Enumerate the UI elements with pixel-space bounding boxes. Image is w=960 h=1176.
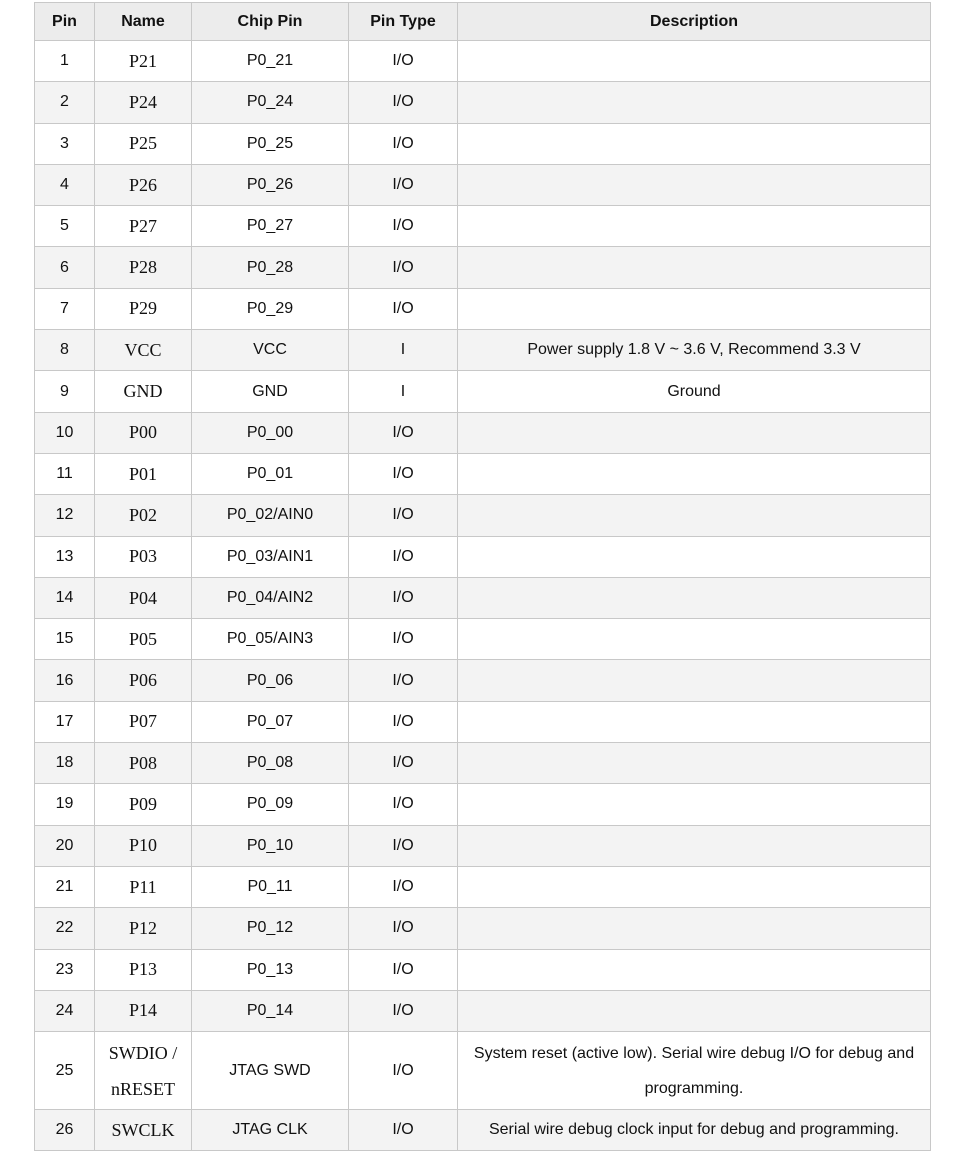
description-cell bbox=[458, 825, 931, 866]
pin-cell: 6 bbox=[35, 247, 95, 288]
table-row bbox=[35, 495, 931, 536]
table-row bbox=[35, 701, 931, 742]
name-cell: P00 bbox=[95, 412, 192, 453]
table-row bbox=[35, 247, 931, 288]
pin-type-cell: I/O bbox=[349, 288, 458, 329]
name-cell: P09 bbox=[95, 784, 192, 825]
chip-pin-cell: VCC bbox=[192, 330, 349, 371]
pin-type-cell: I/O bbox=[349, 784, 458, 825]
description-cell bbox=[458, 41, 931, 82]
chip-pin-cell: P0_13 bbox=[192, 949, 349, 990]
pin-cell: 12 bbox=[35, 495, 95, 536]
table-row bbox=[35, 330, 931, 371]
table-row bbox=[35, 164, 931, 205]
name-cell: P29 bbox=[95, 288, 192, 329]
pin-type-cell: I/O bbox=[349, 908, 458, 949]
name-cell: P11 bbox=[95, 866, 192, 907]
chip-pin-cell: JTAG SWD bbox=[192, 1032, 349, 1110]
pin-cell: 24 bbox=[35, 990, 95, 1031]
name-cell: SWDIO / nRESET bbox=[95, 1032, 192, 1110]
chip-pin-cell: GND bbox=[192, 371, 349, 412]
table-header-row bbox=[35, 3, 931, 41]
chip-pin-cell: P0_00 bbox=[192, 412, 349, 453]
table-row bbox=[35, 784, 931, 825]
pin-cell: 15 bbox=[35, 619, 95, 660]
description-cell bbox=[458, 288, 931, 329]
pin-cell: 9 bbox=[35, 371, 95, 412]
pin-cell: 5 bbox=[35, 206, 95, 247]
header-pin-type: Pin Type bbox=[349, 3, 458, 41]
name-cell: P12 bbox=[95, 908, 192, 949]
name-cell: GND bbox=[95, 371, 192, 412]
chip-pin-cell: P0_03/AIN1 bbox=[192, 536, 349, 577]
table-row bbox=[35, 371, 931, 412]
chip-pin-cell: P0_08 bbox=[192, 743, 349, 784]
name-cell: P05 bbox=[95, 619, 192, 660]
table-row bbox=[35, 577, 931, 618]
chip-pin-cell: P0_09 bbox=[192, 784, 349, 825]
description-cell: System reset (active low). Serial wire debug I/O for debug and programming. bbox=[458, 1032, 931, 1110]
pin-type-cell: I bbox=[349, 330, 458, 371]
description-cell bbox=[458, 247, 931, 288]
chip-pin-cell: P0_10 bbox=[192, 825, 349, 866]
table-row bbox=[35, 908, 931, 949]
description-cell bbox=[458, 495, 931, 536]
name-cell: P14 bbox=[95, 990, 192, 1031]
pin-type-cell: I/O bbox=[349, 990, 458, 1031]
name-cell: SWCLK bbox=[95, 1110, 192, 1151]
table-row bbox=[35, 123, 931, 164]
table-row bbox=[35, 866, 931, 907]
pin-cell: 1 bbox=[35, 41, 95, 82]
table-row bbox=[35, 41, 931, 82]
description-cell bbox=[458, 660, 931, 701]
pin-type-cell: I/O bbox=[349, 1110, 458, 1151]
pin-cell: 25 bbox=[35, 1032, 95, 1110]
pin-type-cell: I/O bbox=[349, 743, 458, 784]
description-cell bbox=[458, 866, 931, 907]
pin-cell: 16 bbox=[35, 660, 95, 701]
table-row bbox=[35, 619, 931, 660]
chip-pin-cell: P0_26 bbox=[192, 164, 349, 205]
table-row bbox=[35, 288, 931, 329]
pin-type-cell: I/O bbox=[349, 206, 458, 247]
name-cell: P10 bbox=[95, 825, 192, 866]
table-row bbox=[35, 82, 931, 123]
pin-cell: 13 bbox=[35, 536, 95, 577]
chip-pin-cell: P0_24 bbox=[192, 82, 349, 123]
pin-type-cell: I/O bbox=[349, 247, 458, 288]
pin-cell: 4 bbox=[35, 164, 95, 205]
chip-pin-cell: P0_12 bbox=[192, 908, 349, 949]
header-chip-pin: Chip Pin bbox=[192, 3, 349, 41]
chip-pin-cell: P0_06 bbox=[192, 660, 349, 701]
description-cell bbox=[458, 743, 931, 784]
name-cell: P03 bbox=[95, 536, 192, 577]
pin-type-cell: I/O bbox=[349, 619, 458, 660]
pin-type-cell: I/O bbox=[349, 82, 458, 123]
chip-pin-cell: P0_05/AIN3 bbox=[192, 619, 349, 660]
header-description: Description bbox=[458, 3, 931, 41]
pin-cell: 26 bbox=[35, 1110, 95, 1151]
chip-pin-cell: P0_07 bbox=[192, 701, 349, 742]
name-cell: P08 bbox=[95, 743, 192, 784]
name-cell: P21 bbox=[95, 41, 192, 82]
pin-cell: 8 bbox=[35, 330, 95, 371]
description-cell bbox=[458, 908, 931, 949]
description-cell bbox=[458, 784, 931, 825]
chip-pin-cell: P0_29 bbox=[192, 288, 349, 329]
name-cell: P13 bbox=[95, 949, 192, 990]
pin-type-cell: I/O bbox=[349, 701, 458, 742]
name-cell: P24 bbox=[95, 82, 192, 123]
pin-type-cell: I/O bbox=[349, 164, 458, 205]
pin-cell: 11 bbox=[35, 453, 95, 494]
pin-type-cell: I/O bbox=[349, 866, 458, 907]
pin-cell: 10 bbox=[35, 412, 95, 453]
table-row bbox=[35, 743, 931, 784]
pin-cell: 2 bbox=[35, 82, 95, 123]
name-cell: VCC bbox=[95, 330, 192, 371]
description-cell bbox=[458, 453, 931, 494]
pin-type-cell: I/O bbox=[349, 453, 458, 494]
pin-cell: 17 bbox=[35, 701, 95, 742]
name-cell: P27 bbox=[95, 206, 192, 247]
table-row bbox=[35, 206, 931, 247]
name-cell: P28 bbox=[95, 247, 192, 288]
table-row bbox=[35, 412, 931, 453]
description-cell bbox=[458, 577, 931, 618]
name-cell: P25 bbox=[95, 123, 192, 164]
chip-pin-cell: P0_11 bbox=[192, 866, 349, 907]
table-row bbox=[35, 1110, 931, 1151]
description-cell bbox=[458, 206, 931, 247]
pin-type-cell: I/O bbox=[349, 825, 458, 866]
chip-pin-cell: P0_27 bbox=[192, 206, 349, 247]
name-cell: P01 bbox=[95, 453, 192, 494]
pin-cell: 3 bbox=[35, 123, 95, 164]
chip-pin-cell: P0_28 bbox=[192, 247, 349, 288]
description-cell bbox=[458, 123, 931, 164]
description-cell bbox=[458, 619, 931, 660]
table-row bbox=[35, 1032, 931, 1110]
table-row bbox=[35, 990, 931, 1031]
header-name: Name bbox=[95, 3, 192, 41]
table-row bbox=[35, 660, 931, 701]
chip-pin-cell: P0_25 bbox=[192, 123, 349, 164]
description-cell: Serial wire debug clock input for debug and programming. bbox=[458, 1110, 931, 1151]
description-cell bbox=[458, 82, 931, 123]
name-cell: P02 bbox=[95, 495, 192, 536]
pin-cell: 22 bbox=[35, 908, 95, 949]
pin-cell: 18 bbox=[35, 743, 95, 784]
description-cell bbox=[458, 990, 931, 1031]
description-cell bbox=[458, 164, 931, 205]
pin-type-cell: I/O bbox=[349, 949, 458, 990]
pin-cell: 21 bbox=[35, 866, 95, 907]
pin-cell: 7 bbox=[35, 288, 95, 329]
pin-type-cell: I/O bbox=[349, 495, 458, 536]
description-cell bbox=[458, 536, 931, 577]
chip-pin-cell: P0_21 bbox=[192, 41, 349, 82]
table-row bbox=[35, 536, 931, 577]
pin-type-cell: I/O bbox=[349, 1032, 458, 1110]
pin-cell: 19 bbox=[35, 784, 95, 825]
pin-type-cell: I/O bbox=[349, 577, 458, 618]
pin-cell: 20 bbox=[35, 825, 95, 866]
pin-type-cell: I/O bbox=[349, 41, 458, 82]
pin-type-cell: I/O bbox=[349, 123, 458, 164]
description-cell bbox=[458, 701, 931, 742]
pin-cell: 14 bbox=[35, 577, 95, 618]
pin-type-cell: I bbox=[349, 371, 458, 412]
table-row bbox=[35, 949, 931, 990]
header-pin: Pin bbox=[35, 3, 95, 41]
chip-pin-cell: P0_04/AIN2 bbox=[192, 577, 349, 618]
pin-type-cell: I/O bbox=[349, 660, 458, 701]
pin-table bbox=[34, 2, 931, 1151]
description-cell: Ground bbox=[458, 371, 931, 412]
table-row bbox=[35, 453, 931, 494]
description-cell bbox=[458, 412, 931, 453]
pin-cell: 23 bbox=[35, 949, 95, 990]
chip-pin-cell: P0_02/AIN0 bbox=[192, 495, 349, 536]
name-cell: P06 bbox=[95, 660, 192, 701]
name-cell: P26 bbox=[95, 164, 192, 205]
chip-pin-cell: P0_01 bbox=[192, 453, 349, 494]
chip-pin-cell: JTAG CLK bbox=[192, 1110, 349, 1151]
chip-pin-cell: P0_14 bbox=[192, 990, 349, 1031]
pin-type-cell: I/O bbox=[349, 536, 458, 577]
description-cell bbox=[458, 949, 931, 990]
description-cell: Power supply 1.8 V ~ 3.6 V, Recommend 3.3 V bbox=[458, 330, 931, 371]
pin-type-cell: I/O bbox=[349, 412, 458, 453]
name-cell: P04 bbox=[95, 577, 192, 618]
name-cell: P07 bbox=[95, 701, 192, 742]
table-row bbox=[35, 825, 931, 866]
